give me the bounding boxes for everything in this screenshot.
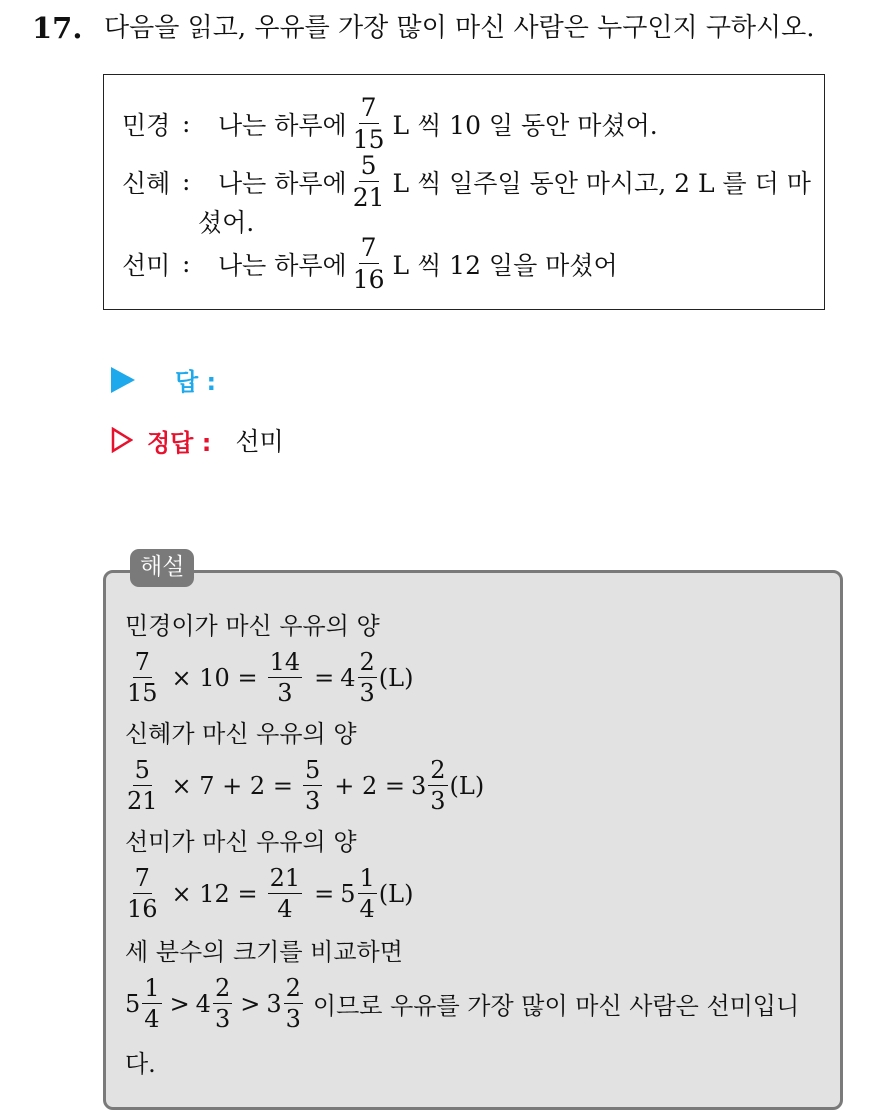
problem-box [103, 74, 825, 310]
denominator: 21 [352, 183, 385, 212]
numerator: 7 [360, 233, 377, 262]
statement-sunmi [122, 235, 618, 292]
mixed-number: 4 $\frac{2}{3}$ [195, 974, 231, 1033]
play-outline-icon [111, 427, 133, 453]
explanation-line: 민경이가 마신 우유의 양 [125, 612, 380, 640]
play-icon [111, 367, 135, 393]
question-number: 17. [32, 11, 83, 45]
operator: = [314, 879, 335, 908]
equation-minkyung [125, 650, 413, 705]
statement-minkyung [122, 95, 658, 152]
mixed-number: 5 $\frac{1}{4}$ [340, 864, 375, 923]
explanation-tag: 해설 [130, 549, 194, 587]
operator: × 7 + 2 = [171, 771, 293, 800]
fraction: $\frac{14}{3}$ [269, 648, 301, 707]
colon: : [182, 249, 191, 278]
comparison-line [125, 976, 799, 1031]
explanation-line: 신혜가 마신 우유의 양 [125, 720, 357, 748]
denominator: 15 [352, 125, 385, 154]
correct-answer-value: 선미 [235, 427, 284, 456]
statement-continuation: 셨어. [198, 208, 255, 237]
denominator: 16 [352, 265, 385, 294]
operator: × 10 = [171, 663, 258, 692]
statement-text: L 씩 10 일 동안 마셨어. [392, 110, 658, 140]
colon: : [182, 167, 191, 196]
statement-sinhye [122, 153, 811, 210]
fraction [351, 95, 387, 152]
statement-text: L 씩 12 일을 마셨어 [392, 250, 618, 280]
question-text: 다음을 읽고, 우유를 가장 많이 마신 사람은 누구인지 구하시오. [104, 13, 815, 43]
fraction [351, 153, 387, 210]
fraction: $\frac{5}{21}$ [127, 756, 158, 815]
statement-text: L 씩 일주일 동안 마시고, 2 L 를 더 마 [392, 168, 811, 198]
unit: (L) [378, 879, 414, 908]
explanation-line: 세 분수의 크기를 비교하면 [125, 938, 403, 966]
operator: = [314, 663, 335, 692]
mixed-number: 3 $\frac{2}{3}$ [410, 756, 446, 815]
fraction [351, 235, 387, 292]
explanation-line: 선미가 마신 우유의 양 [125, 828, 357, 856]
operator: × 12 = [171, 879, 258, 908]
operator: + 2 = [334, 771, 405, 800]
fraction: $\frac{5}{3}$ [304, 756, 321, 815]
speaker-name: 민경 [122, 110, 171, 140]
equation-sinhye [125, 758, 484, 813]
speaker-name: 신혜 [122, 168, 171, 198]
answer-row [111, 362, 216, 397]
fraction: $\frac{7}{15}$ [127, 648, 158, 707]
statement-text: 나는 하루에 [218, 168, 347, 198]
mixed-number: 5 $\frac{1}{4}$ [125, 974, 160, 1033]
operator: > [240, 989, 261, 1018]
fraction: $\frac{21}{4}$ [269, 864, 301, 923]
operator: > [169, 989, 190, 1018]
conclusion-continuation: 다. [125, 1050, 156, 1078]
equation-sunmi [125, 866, 413, 921]
fraction: $\frac{7}{16}$ [127, 864, 158, 923]
statement-text: 나는 하루에 [218, 110, 347, 140]
unit: (L) [378, 663, 414, 692]
numerator: 7 [360, 93, 377, 122]
speaker-name: 선미 [122, 250, 171, 280]
unit: (L) [449, 771, 485, 800]
correct-answer-label: 정답 : [147, 428, 212, 457]
mixed-number: 4 $\frac{2}{3}$ [340, 648, 375, 707]
numerator: 5 [360, 151, 377, 180]
colon: : [182, 109, 191, 138]
statement-text: 나는 하루에 [218, 250, 347, 280]
mixed-number: 3 $\frac{2}{3}$ [266, 974, 301, 1033]
correct-answer-row [111, 422, 284, 458]
answer-label: 답 : [175, 368, 217, 396]
conclusion-text: 이므로 우유를 가장 많이 마신 사람은 선미입니 [312, 992, 800, 1020]
